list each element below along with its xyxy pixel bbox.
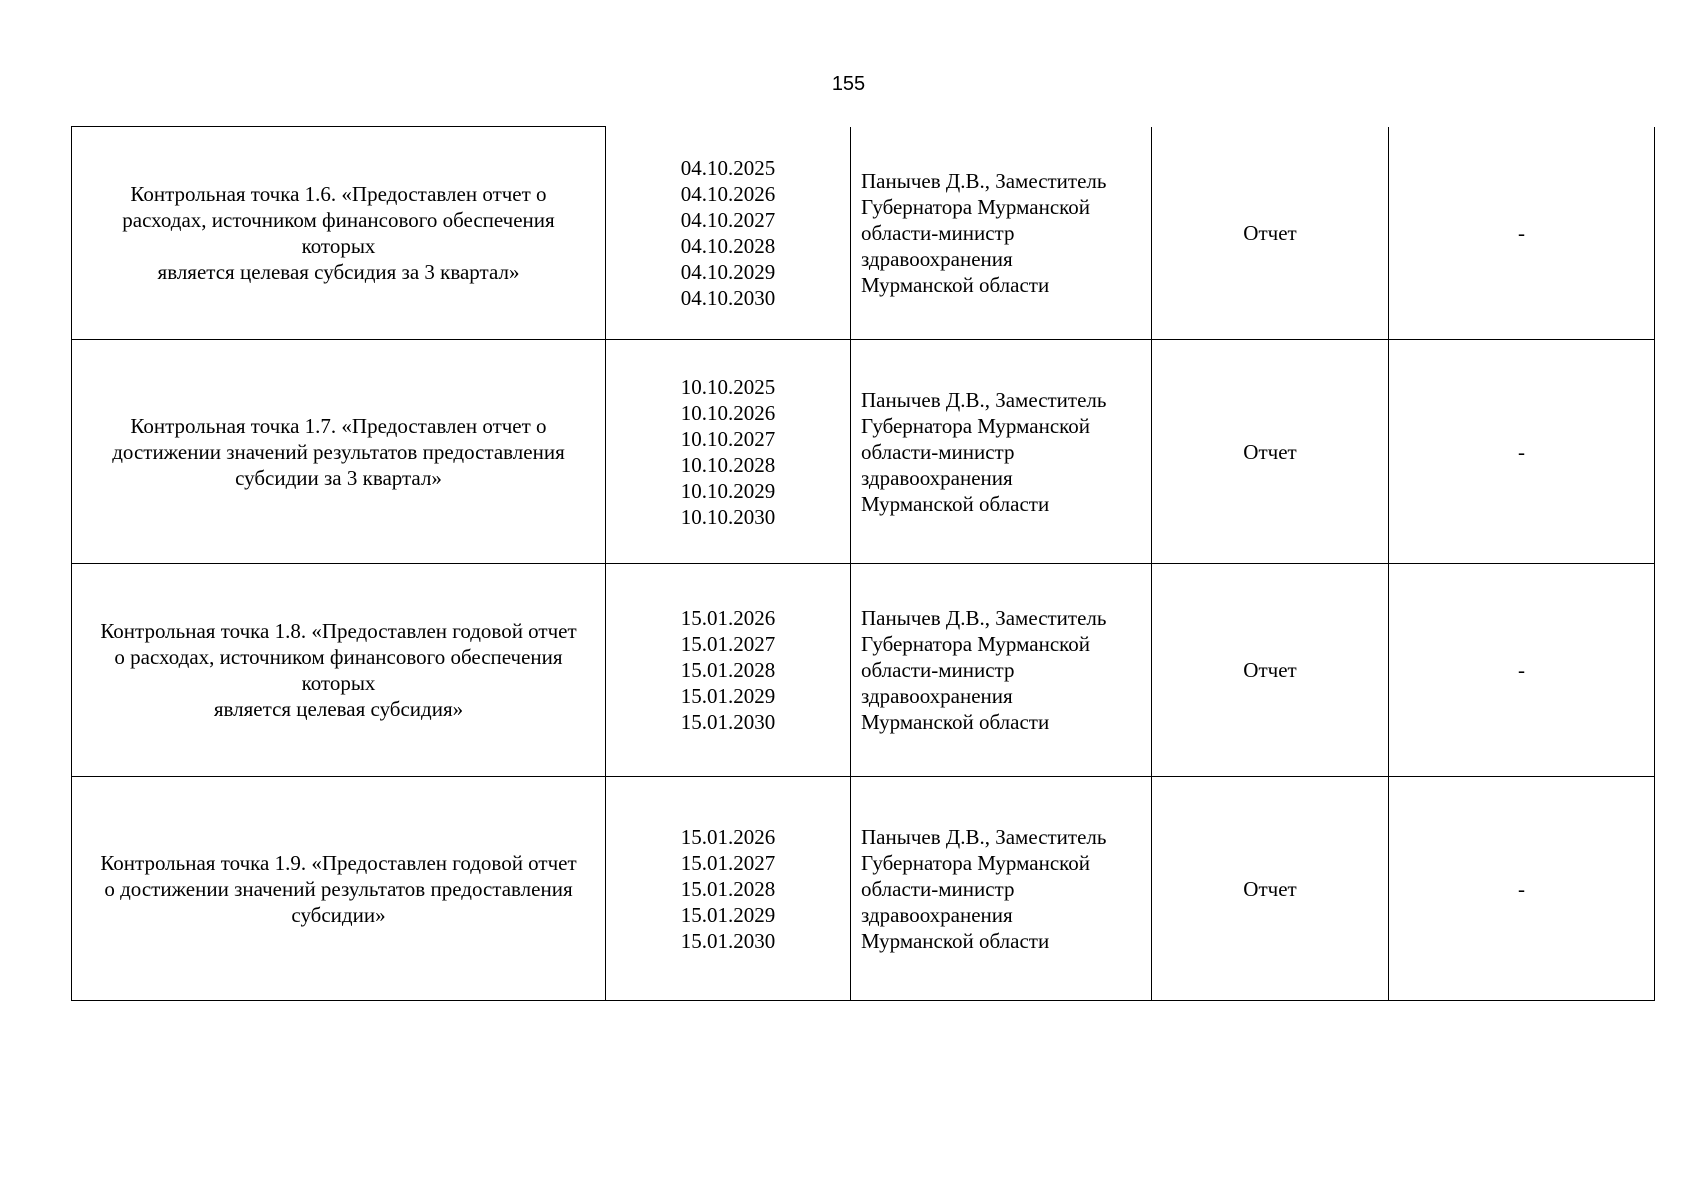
document-type-cell: Отчет bbox=[1152, 564, 1389, 777]
date: 04.10.2025 bbox=[680, 155, 776, 180]
text-line: Мурманской области bbox=[861, 710, 1050, 734]
text-line: Губернатора Мурманской bbox=[861, 632, 1091, 656]
date: 15.01.2026 bbox=[680, 606, 776, 630]
text-line: здравоохранения bbox=[861, 902, 1013, 927]
date: 15.01.2029 bbox=[680, 902, 776, 927]
date: 10.10.2027 bbox=[680, 426, 776, 451]
text-line: о достижении значений результатов предоставления bbox=[104, 876, 573, 901]
date: 15.01.2030 bbox=[680, 928, 776, 953]
document-type-cell: Отчет bbox=[1152, 777, 1389, 1001]
note-cell: - bbox=[1389, 340, 1655, 564]
text-line: Контрольная точка 1.9. «Предоставлен годовой отчет bbox=[100, 850, 577, 875]
note-cell: - bbox=[1389, 127, 1655, 340]
dates-cell bbox=[606, 777, 851, 1001]
date: 10.10.2030 bbox=[680, 504, 776, 529]
text-line: которых bbox=[301, 234, 376, 258]
dates-cell bbox=[606, 564, 851, 777]
text-line: которых bbox=[301, 671, 376, 695]
text-line: Губернатора Мурманской bbox=[861, 413, 1091, 438]
date: 10.10.2028 bbox=[680, 452, 776, 477]
document-type-cell: Отчет bbox=[1152, 127, 1389, 340]
text-line: Панычев Д.В., Заместитель bbox=[861, 824, 1107, 849]
text-line: достижении значений результатов предоставления bbox=[112, 439, 565, 464]
text-line: Мурманской области bbox=[861, 491, 1050, 516]
text-line: расходах, источником финансового обеспечения bbox=[122, 208, 555, 232]
text-line: субсидии за 3 квартал» bbox=[235, 465, 442, 490]
date: 15.01.2026 bbox=[680, 824, 776, 849]
control-point-name-cell bbox=[72, 564, 606, 777]
date: 15.01.2028 bbox=[680, 876, 776, 901]
date: 04.10.2030 bbox=[680, 285, 776, 310]
text-line: области-министр bbox=[861, 658, 1015, 682]
document-type-cell: Отчет bbox=[1152, 340, 1389, 564]
table-row bbox=[72, 777, 1655, 1001]
text-line: субсидии» bbox=[291, 902, 386, 927]
note-cell: - bbox=[1389, 777, 1655, 1001]
date: 15.01.2029 bbox=[680, 684, 776, 708]
text-line: о расходах, источником финансового обеспечения bbox=[114, 645, 563, 669]
date: 04.10.2028 bbox=[680, 233, 776, 258]
text-line: здравоохранения bbox=[861, 465, 1013, 490]
text-line: Контрольная точка 1.8. «Предоставлен годовой отчет bbox=[100, 619, 577, 643]
text-line: области-министр bbox=[861, 220, 1015, 245]
control-point-name-cell bbox=[72, 777, 606, 1001]
text-line: здравоохранения bbox=[861, 246, 1013, 271]
text-line: Губернатора Мурманской bbox=[861, 850, 1091, 875]
control-point-name-cell bbox=[72, 127, 606, 340]
responsible-cell bbox=[851, 340, 1152, 564]
text-line: здравоохранения bbox=[861, 684, 1013, 708]
text-line: Панычев Д.В., Заместитель bbox=[861, 606, 1107, 630]
date: 04.10.2027 bbox=[680, 207, 776, 232]
table-row bbox=[72, 340, 1655, 564]
date: 15.01.2027 bbox=[680, 850, 776, 875]
date: 10.10.2026 bbox=[680, 400, 776, 425]
text-line: области-министр bbox=[861, 876, 1015, 901]
responsible-cell bbox=[851, 777, 1152, 1001]
table-row bbox=[72, 127, 1655, 340]
text-line: является целевая субсидия» bbox=[213, 697, 464, 721]
text-line: Контрольная точка 1.7. «Предоставлен отчет о bbox=[130, 413, 547, 438]
responsible-cell bbox=[851, 127, 1152, 340]
dates-cell bbox=[606, 127, 851, 340]
date: 15.01.2027 bbox=[680, 632, 776, 656]
text-line: области-министр bbox=[861, 439, 1015, 464]
text-line: Панычев Д.В., Заместитель bbox=[861, 387, 1107, 412]
text-line: является целевая субсидия за 3 квартал» bbox=[157, 260, 520, 284]
date: 10.10.2025 bbox=[680, 374, 776, 399]
date: 04.10.2029 bbox=[680, 259, 776, 284]
date: 04.10.2026 bbox=[680, 181, 776, 206]
date: 15.01.2030 bbox=[680, 710, 776, 734]
text-line: Мурманской области bbox=[861, 272, 1050, 297]
date: 15.01.2028 bbox=[680, 658, 776, 682]
control-point-name-cell bbox=[72, 340, 606, 564]
text-line: Губернатора Мурманской bbox=[861, 194, 1091, 219]
text-line: Контрольная точка 1.6. «Предоставлен отчет о bbox=[130, 182, 547, 206]
page-number: 155 bbox=[831, 73, 866, 95]
text-line: Мурманской области bbox=[861, 928, 1050, 953]
responsible-cell bbox=[851, 564, 1152, 777]
date: 10.10.2029 bbox=[680, 478, 776, 503]
dates-cell bbox=[606, 340, 851, 564]
table-row bbox=[72, 564, 1655, 777]
text-line: Панычев Д.В., Заместитель bbox=[861, 168, 1107, 193]
note-cell: - bbox=[1389, 564, 1655, 777]
control-points-table bbox=[71, 126, 1655, 1001]
